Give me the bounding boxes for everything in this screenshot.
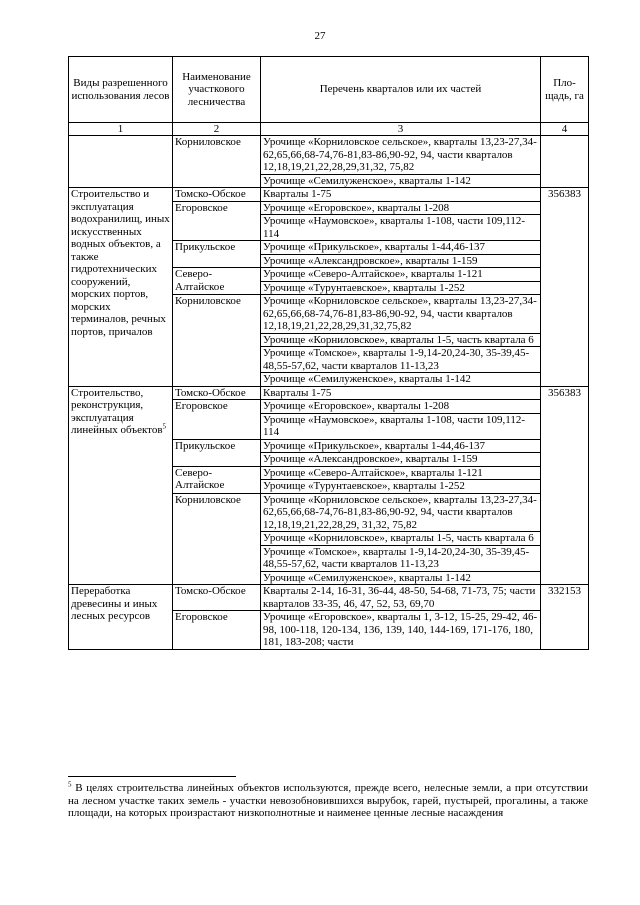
quarters-cell: Урочище «Прикульское», кварталы 1-44,46-137 bbox=[261, 439, 541, 453]
table-row bbox=[69, 585, 589, 611]
footnote-divider bbox=[68, 776, 236, 777]
area-cell: 356383 bbox=[541, 188, 589, 387]
page-number: 27 bbox=[314, 30, 326, 42]
quarters-cell: Урочище «Егоровское», кварталы 1, 3-12, 15-25, 29-42, 46-98, 100-118, 120-134, 136, 139, 140, 144-169, 171-176, 180, 181, 183-208; части bbox=[261, 611, 541, 650]
quarters-cell: Урочище «Томское», кварталы 1-9,14-20,24-30, 35-39,45-48,55-57,62, части кварталов 11-13,23 bbox=[261, 347, 541, 373]
table-row bbox=[69, 136, 589, 175]
quarters-cell: Урочище «Александровское», кварталы 1-159 bbox=[261, 453, 541, 467]
header-quarters: Перечень кварталов или их частей bbox=[261, 57, 541, 123]
forestry-cell: Северо-Алтайское bbox=[173, 268, 261, 295]
quarters-cell: Урочище «Корниловское сельское», кварталы 13,23-27,34-62,65,66,68-74,76-81,83-86,90-92, 94, части кварталов 12,18,19,21,22,28,29,31,32, 75,82 bbox=[261, 136, 541, 175]
footnote-ref: 5 bbox=[162, 422, 167, 431]
column-number-row bbox=[69, 123, 589, 136]
header-area: Пло-щадь, га bbox=[541, 57, 589, 123]
header-use: Виды разрешенного использования лесов bbox=[69, 57, 173, 123]
quarters-cell: Урочище «Корниловское сельское», кварталы 13,23-27,34-62,65,66,68-74,76-81,83-86,90-92, 94, части кварталов 12,18,19,21,22,28,29, 31,32, 75,82 bbox=[261, 493, 541, 532]
forestry-cell: Корниловское bbox=[173, 136, 261, 188]
forestry-cell: Томско-Обское bbox=[173, 188, 261, 202]
column-number: 4 bbox=[541, 123, 589, 136]
quarters-cell: Урочище «Наумовское», кварталы 1-108, части 109,112-114 bbox=[261, 413, 541, 439]
use-cell: Переработка древесины и иных лесных ресурсов bbox=[69, 585, 173, 650]
table-header-row bbox=[69, 57, 589, 123]
column-number: 2 bbox=[173, 123, 261, 136]
forestry-cell: Корниловское bbox=[173, 295, 261, 387]
quarters-cell: Урочище «Семилуженское», кварталы 1-142 bbox=[261, 571, 541, 585]
use-cell bbox=[69, 136, 173, 188]
use-text: Строительство, реконструкция, эксплуатация линейных объектов bbox=[71, 386, 163, 436]
header-forestry: Наименование участкового лесничества bbox=[173, 57, 261, 123]
area-cell: 356383 bbox=[541, 386, 589, 585]
use-cell bbox=[69, 386, 173, 585]
quarters-cell: Урочище «Корниловское», кварталы 1-5, часть квартала 6 bbox=[261, 333, 541, 347]
quarters-cell: Урочище «Егоровское», кварталы 1-208 bbox=[261, 400, 541, 414]
quarters-cell: Урочище «Корниловское сельское», кварталы 13,23-27,34-62,65,66,68-74,76-81,83-86,90-92, 94, части кварталов 12,18,19,21,22,28,29,31,32,75,82 bbox=[261, 295, 541, 334]
quarters-cell: Урочище «Семилуженское», кварталы 1-142 bbox=[261, 373, 541, 387]
quarters-cell: Кварталы 1-75 bbox=[261, 188, 541, 202]
footnote bbox=[68, 782, 588, 820]
quarters-cell: Урочище «Корниловское», кварталы 1-5, часть квартала 6 bbox=[261, 532, 541, 546]
quarters-cell: Урочище «Северо-Алтайское», кварталы 1-121 bbox=[261, 466, 541, 480]
forestry-cell: Егоровское bbox=[173, 201, 261, 241]
quarters-cell: Урочище «Семилуженское», кварталы 1-142 bbox=[261, 174, 541, 188]
quarters-cell: Кварталы 2-14, 16-31, 36-44, 48-50, 54-68, 71-73, 75; части кварталов 33-35, 46, 47, 52, 53, 69,70 bbox=[261, 585, 541, 611]
forestry-cell: Корниловское bbox=[173, 493, 261, 585]
quarters-cell: Урочище «Прикульское», кварталы 1-44,46-137 bbox=[261, 241, 541, 255]
footnote-text: В целях строительства линейных объектов используются, прежде всего, нелесные земли, а при отсутствии на лесном участке таких земель - участки невозобновившихся вырубок, гарей, пустырей, прогалины, а также площади, на которых произрастают низкополнотные и наименее ценные лесные насаждения bbox=[68, 782, 588, 819]
quarters-cell: Урочище «Томское», кварталы 1-9,14-20,24-30, 35-39,45-48,55-57,62, части кварталов 11-13,23 bbox=[261, 545, 541, 571]
quarters-cell: Урочище «Турунтаевское», кварталы 1-252 bbox=[261, 281, 541, 295]
quarters-cell: Урочище «Турунтаевское», кварталы 1-252 bbox=[261, 480, 541, 494]
forestry-cell: Томско-Обское bbox=[173, 585, 261, 611]
forestry-cell: Прикульское bbox=[173, 241, 261, 268]
footnote-marker: 5 bbox=[68, 780, 72, 789]
forestry-cell: Прикульское bbox=[173, 439, 261, 466]
table-row bbox=[69, 386, 589, 400]
forestry-cell: Северо-Алтайское bbox=[173, 466, 261, 493]
table-row bbox=[69, 188, 589, 202]
quarters-cell: Кварталы 1-75 bbox=[261, 386, 541, 400]
forestry-cell: Томско-Обское bbox=[173, 386, 261, 400]
quarters-cell: Урочище «Александровское», кварталы 1-159 bbox=[261, 254, 541, 268]
quarters-cell: Урочище «Наумовское», кварталы 1-108, части 109,112-114 bbox=[261, 215, 541, 241]
forestry-cell: Егоровское bbox=[173, 611, 261, 650]
forestry-cell: Егоровское bbox=[173, 400, 261, 440]
quarters-cell: Урочище «Егоровское», кварталы 1-208 bbox=[261, 201, 541, 215]
column-number: 1 bbox=[69, 123, 173, 136]
quarters-cell: Урочище «Северо-Алтайское», кварталы 1-121 bbox=[261, 268, 541, 282]
use-cell: Строительство и эксплуатация водохранилищ, иных искусственных водных объектов, а также гидротехнических сооружений, морских портов, морских терминалов, речных портов, причалов bbox=[69, 188, 173, 387]
column-number: 3 bbox=[261, 123, 541, 136]
forest-use-table bbox=[68, 56, 589, 650]
area-cell: 332153 bbox=[541, 585, 589, 650]
area-cell bbox=[541, 136, 589, 188]
